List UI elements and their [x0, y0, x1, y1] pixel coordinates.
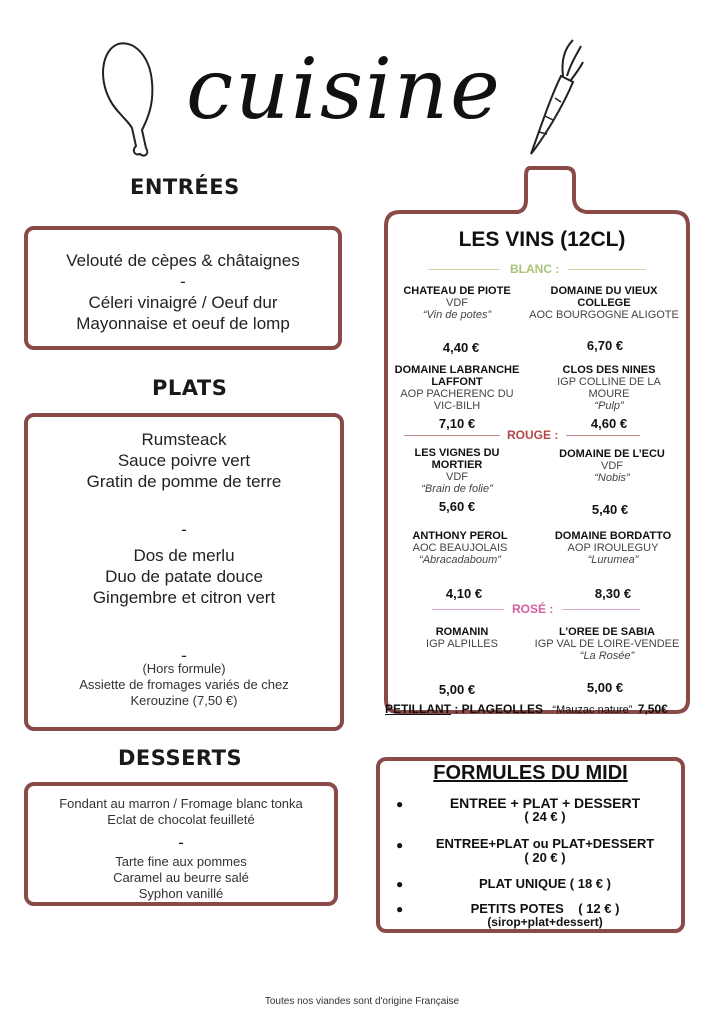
formule-label: ENTREE+PLAT ou PLAT+DESSERT	[435, 836, 655, 851]
wine-appellation: VDF	[446, 297, 468, 309]
formules-title: FORMULES DU MIDI	[433, 762, 628, 784]
wine-anthony-perol	[380, 530, 540, 566]
plat-line: Gingembre et citron vert	[92, 588, 276, 607]
divider	[432, 609, 504, 610]
wine-romanin	[382, 626, 542, 650]
formule-detail: (sirop+plat+dessert)	[487, 915, 603, 929]
wine-price: 5,40 €	[591, 502, 629, 517]
divider	[566, 435, 640, 436]
wine-appellation: VDF	[601, 460, 623, 472]
divider	[568, 269, 646, 270]
wine-cuvee: “Nobis”	[594, 472, 630, 484]
cheese-line: (Hors formule)	[142, 661, 226, 676]
entree-item: Mayonnaise et oeuf de lomp	[76, 314, 290, 333]
wine-appellation: IGP VAL DE LOIRE-VENDEE	[534, 638, 680, 650]
entree-separator: -	[180, 272, 186, 291]
wine-appellation: IGP ALPILLES	[426, 638, 498, 650]
footer-note: Toutes nos viandes sont d'origine Française	[264, 996, 460, 1007]
wine-price: 4,10 €	[445, 586, 483, 601]
wine-cuvee: “Vin de potes”	[422, 309, 492, 321]
dessert-line: Fondant au marron / Fromage blanc tonka	[59, 796, 303, 811]
entrees-box	[24, 226, 342, 350]
bullet-icon: ●	[396, 797, 404, 811]
wine-name: DOMAINE BORDATTO	[554, 530, 672, 542]
entree-item: Céleri vinaigré / Oeuf dur	[88, 293, 278, 312]
bullet-icon: ●	[396, 838, 404, 852]
bullet-icon: ●	[396, 902, 404, 916]
carrot-icon	[525, 36, 585, 158]
entree-item: Velouté de cèpes & châtaignes	[66, 251, 300, 270]
wine-name: DOMAINE DE L’ECU	[559, 448, 665, 460]
wine-name: COLLEGE	[577, 297, 631, 309]
entrees-title: ENTRÉES	[130, 175, 240, 199]
wine-name: DOMAINE LABRANCHE	[394, 364, 520, 376]
wine-appellation: IGP COLLINE DE LA	[557, 376, 661, 388]
wine-cuvee: “Lurumea”	[587, 554, 639, 566]
page-title: cuisine	[186, 40, 502, 138]
cheese-line: Kerouzine (7,50 €)	[130, 693, 238, 708]
wine-name: ROMANIN	[435, 626, 489, 638]
blanc-label: BLANC :	[510, 262, 560, 276]
formule-two-courses	[410, 837, 680, 865]
wine-name: DOMAINE DU VIEUX	[550, 285, 658, 297]
plat-line: Duo de patate douce	[105, 567, 263, 586]
plat-separator: -	[181, 646, 187, 665]
plats-box	[24, 413, 344, 731]
wine-name: CHATEAU DE PIOTE	[403, 285, 511, 297]
wine-price: 4,40 €	[442, 340, 480, 355]
plats-title: PLATS	[152, 376, 228, 400]
wine-appellation: AOC BOURGOGNE ALIGOTE	[529, 309, 679, 321]
plat-dish-2	[28, 545, 340, 608]
wine-cuvee: “Pulp”	[594, 400, 624, 412]
divider	[562, 609, 640, 610]
plat-dish-1	[28, 429, 340, 492]
rouge-label: ROUGE :	[507, 428, 559, 442]
wine-name: ANTHONY PEROL	[412, 530, 508, 542]
wine-name: LAFFONT	[431, 376, 483, 388]
plat-line: Dos de merlu	[133, 546, 235, 565]
wine-price: 4,60 €	[590, 416, 628, 431]
plat-line: Gratin de pomme de terre	[86, 472, 282, 491]
cheese-line: Assiette de fromages variés de chez	[79, 677, 289, 692]
desserts-title: DESSERTS	[118, 746, 243, 770]
formule-price: ( 20 € )	[524, 850, 566, 865]
cheese-plate	[28, 661, 340, 709]
formule-plat-unique	[410, 877, 680, 891]
wine-price: 5,00 €	[438, 682, 476, 697]
wine-price: 7,10 €	[438, 416, 476, 431]
formule-label: ENTREE + PLAT + DESSERT	[449, 795, 641, 811]
wine-appellation: VDF	[446, 471, 468, 483]
wine-name: LES VIGNES DU	[414, 447, 500, 459]
wine-cuvee: “Abracadaboum”	[419, 554, 501, 566]
wine-domaine-de-l-ecu	[532, 448, 692, 484]
dessert-line: Caramel au beurre salé	[113, 870, 249, 885]
wine-l-oree-de-sabia	[527, 626, 687, 662]
wine-price: 8,30 €	[594, 586, 632, 601]
wine-domaine-du-vieux-college	[524, 285, 684, 321]
formule-price: ( 24 € )	[524, 809, 566, 824]
wine-cuvee: “Brain de folie”	[421, 483, 493, 495]
petillant-label: PETILLANT	[385, 702, 451, 716]
wine-price: 5,00 €	[586, 680, 624, 695]
entrees-list	[28, 250, 338, 334]
desserts-box	[24, 782, 338, 906]
chicken-leg-icon	[96, 38, 156, 160]
dessert-dish-1	[28, 796, 334, 828]
wine-cuvee: “La Rosée”	[579, 650, 635, 662]
formule-label: PETITS POTES ( 12 € )	[470, 901, 620, 916]
dessert-line: Eclat de chocolat feuilleté	[107, 812, 255, 827]
bullet-icon: ●	[396, 877, 404, 891]
dessert-dish-2	[28, 854, 334, 902]
dessert-separator: -	[178, 833, 184, 852]
formule-petits-potes	[410, 902, 680, 928]
dessert-line: Tarte fine aux pommes	[115, 854, 247, 869]
petillant-price: 7,50€	[637, 702, 668, 716]
wines-title: LES VINS (12CL)	[458, 228, 626, 251]
formule-complete	[410, 796, 680, 824]
wine-les-vignes-du-mortier	[377, 447, 537, 495]
formule-label: PLAT UNIQUE ( 18 € )	[479, 876, 611, 891]
plat-line: Sauce poivre vert	[117, 451, 251, 470]
wine-domaine-bordatto	[533, 530, 693, 566]
rose-label: ROSÉ :	[512, 602, 554, 616]
wine-chateau-de-piote	[377, 285, 537, 321]
divider	[404, 435, 500, 436]
wine-price: 5,60 €	[438, 499, 476, 514]
wine-name: MORTIER	[431, 459, 483, 471]
wine-name: CLOS DES NINES	[562, 364, 656, 376]
wine-appellation: AOP IROULEGUY	[567, 542, 659, 554]
wine-appellation: AOP PACHERENC DU	[400, 388, 514, 400]
divider	[428, 269, 500, 270]
dessert-line: Syphon vanillé	[138, 886, 224, 901]
petillant-name: PLAGEOLLES	[461, 702, 544, 716]
wine-clos-des-nines	[529, 364, 689, 412]
wine-price: 6,70 €	[586, 338, 624, 353]
petillant-line	[385, 702, 668, 716]
plat-separator: -	[181, 520, 187, 539]
wine-domaine-labranche-laffont	[377, 364, 537, 412]
wine-name: L’OREE DE SABIA	[559, 626, 655, 638]
plat-line: Rumsteack	[141, 430, 227, 449]
petillant-separator: :	[451, 702, 462, 716]
petillant-cuvee: “Mauzac nature”	[552, 704, 633, 716]
wine-appellation: AOC BEAUJOLAIS	[412, 542, 508, 554]
wine-appellation: MOURE	[588, 388, 630, 400]
wine-appellation: VIC-BILH	[433, 400, 481, 412]
